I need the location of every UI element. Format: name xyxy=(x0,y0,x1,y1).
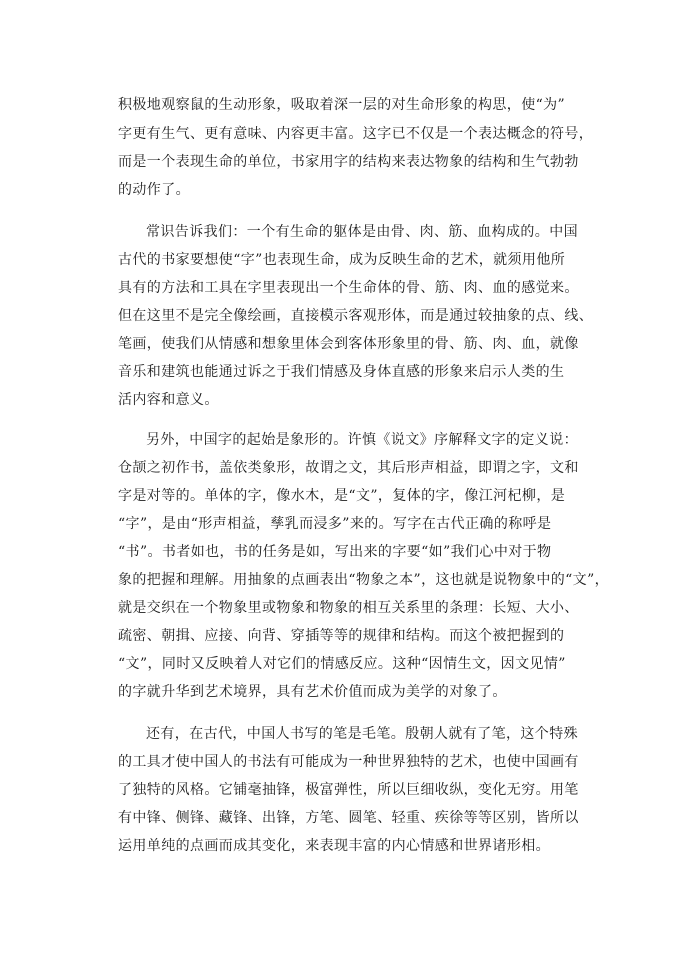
paragraph-4-line-1: 还有，在古代，中国人书写的笔是毛笔。殷朝人就有了笔，这个特殊 xyxy=(146,726,578,742)
paragraph-2-line-4: 但在这里不是完全像绘画，直接模示客观形体，而是通过较抽象的点、线、 xyxy=(118,308,594,324)
paragraph-3-line-5: “书”。书者如也，书的任务是如，写出来的字要“如”我们心中对于物 xyxy=(118,544,552,560)
paragraph-2-line-5: 笔画，使我们从情感和想象里体会到客体形象里的骨、筋、肉、血，就像 xyxy=(118,336,579,352)
paragraph-1-line-1: 积极地观察鼠的生动形象，吸取着深一层的对生命形象的构思，使“为” xyxy=(118,97,566,113)
paragraph-3-line-6: 象的把握和理解。用抽象的点画表出“物象之本”，这也就是说物象中的“文”， xyxy=(118,572,610,588)
paragraph-3-line-7: 就是交织在一个物象里或物象和物象的相互关系里的条理：长短、大小、 xyxy=(118,600,579,616)
paragraph-1-line-3: 而是一个表现生命的单位，书家用字的结构来表达物象的结构和生气勃勃 xyxy=(118,154,579,170)
paragraph-1-line-2: 字更有生气、更有意味、内容更丰富。这字已不仅是一个表达概念的符号， xyxy=(118,126,594,142)
paragraph-4-line-5: 运用单纯的点画而成其变化，来表现丰富的内心情感和世界诸形相。 xyxy=(118,838,550,854)
paragraph-3-line-2: 仓颉之初作书，盖依类象形，故谓之文，其后形声相益，即谓之字，文和 xyxy=(118,460,579,476)
paragraph-4-line-2: 的工具才使中国人的书法有可能成为一种世界独特的艺术，也使中国画有 xyxy=(118,754,579,770)
paragraph-1-line-4: 的动作了。 xyxy=(118,182,190,198)
paragraph-2-line-3: 具有的方法和工具在字里表现出一个生命体的骨、筋、肉、血的感觉来。 xyxy=(118,280,579,296)
paragraph-4-line-4: 有中锋、侧锋、藏锋、出锋，方笔、圆笔、轻重、疾徐等等区别，皆所以 xyxy=(118,810,579,826)
paragraph-2-line-2: 古代的书家要想使“字”也表现生命，成为反映生命的艺术，就须用他所 xyxy=(118,252,566,268)
paragraph-3-line-8: 疏密、朝揖、应接、向背、穿插等等的规律和结构。而这个被把握到的 xyxy=(118,628,565,644)
paragraph-3-line-3: 字是对等的。单体的字，像水木，是“文”，复体的字，像江河杞柳，是 xyxy=(118,488,566,504)
paragraph-3-line-9: “文”，同时又反映着人对它们的情感反应。这种“因情生文，因文见情” xyxy=(118,656,566,672)
paragraph-3-line-1: 另外，中国字的起始是象形的。许慎《说文》序解释文字的定义说： xyxy=(146,432,578,448)
paragraph-3-line-4: “字”，是由“形声相益，孳乳而浸多”来的。写字在古代正确的称呼是 xyxy=(118,516,552,532)
paragraph-3-line-10: 的字就升华到艺术境界，具有艺术价值而成为美学的对象了。 xyxy=(118,684,507,700)
paragraph-2-line-1: 常识告诉我们：一个有生命的躯体是由骨、肉、筋、血构成的。中国 xyxy=(146,224,578,240)
paragraph-2-line-6: 音乐和建筑也能通过诉之于我们情感及身体直感的形象来启示人类的生 xyxy=(118,364,565,380)
paragraph-4-line-3: 了独特的风格。它铺毫抽锋，极富弹性，所以巨细收纵，变化无穷。用笔 xyxy=(118,782,579,798)
paragraph-2-line-7: 活内容和意义。 xyxy=(118,392,219,408)
